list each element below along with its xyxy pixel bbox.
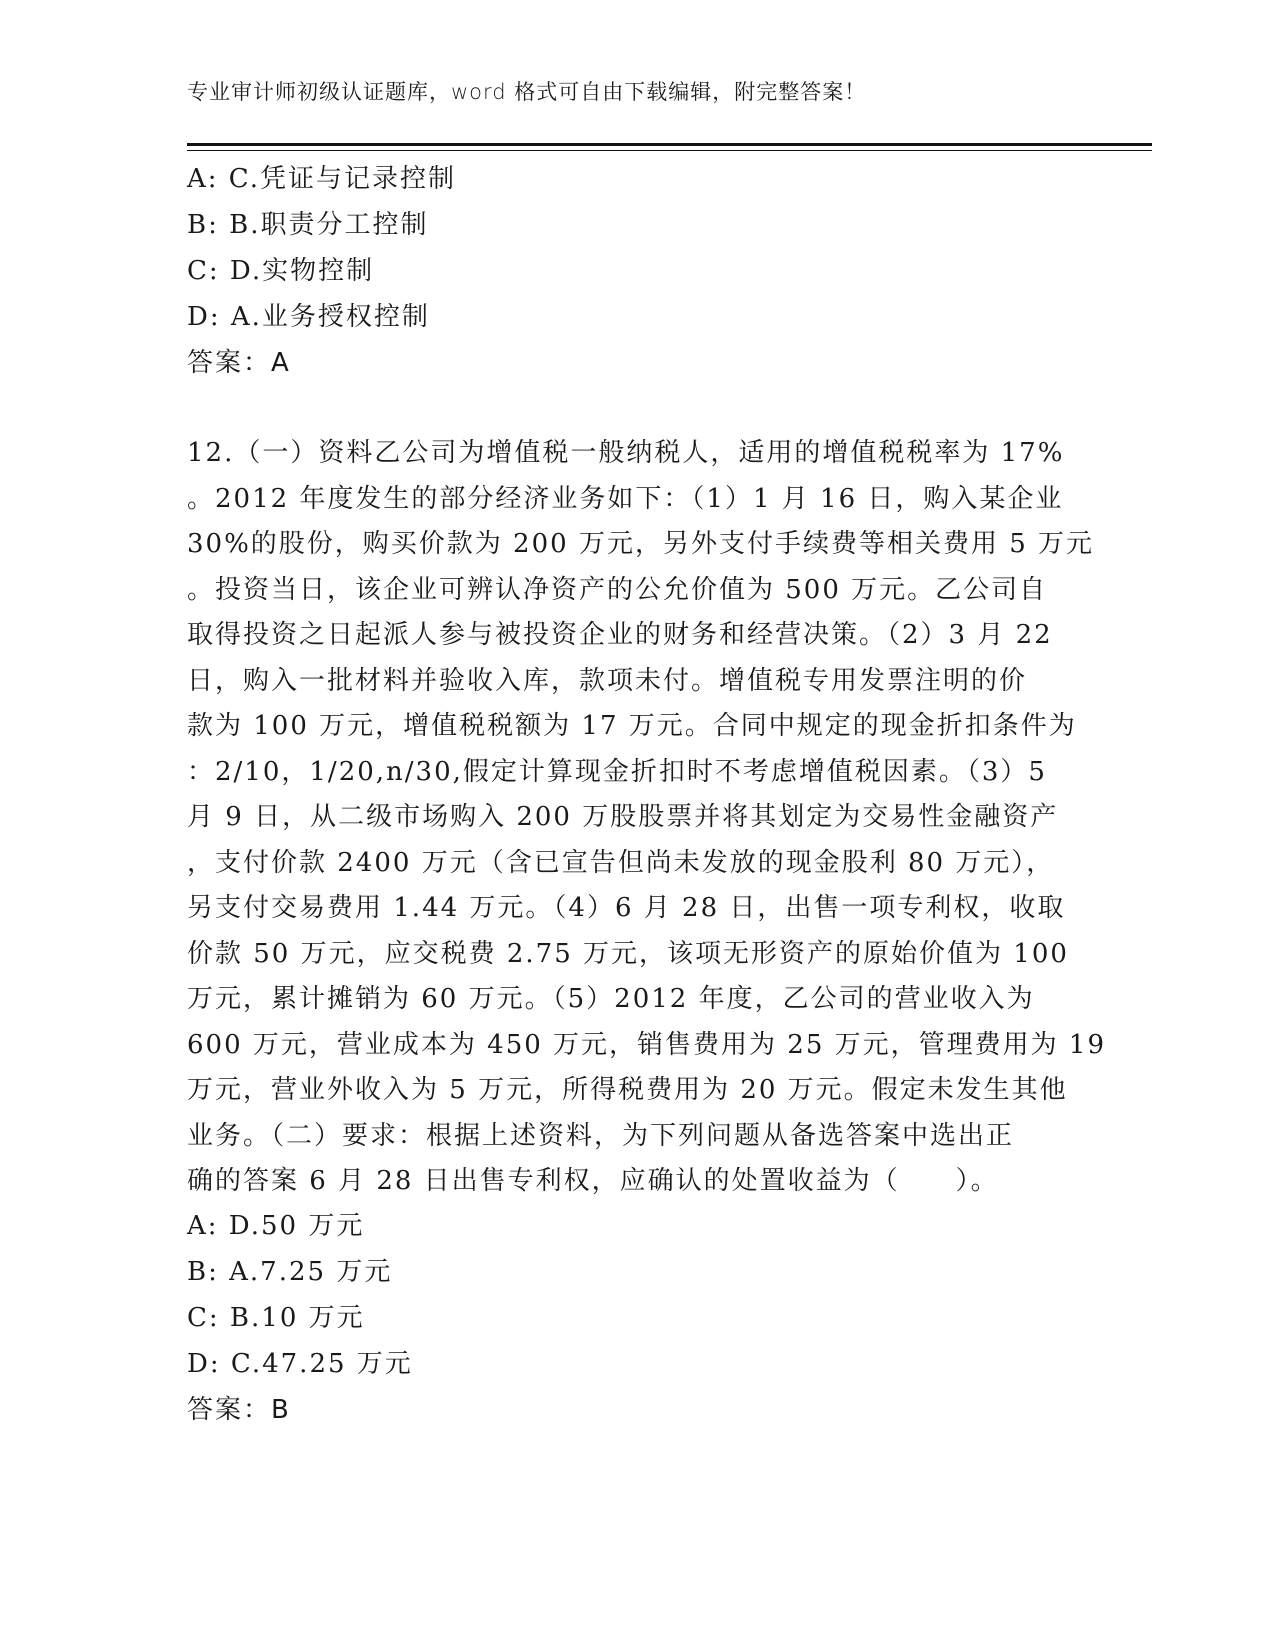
- question-line: 万元，营业外收入为 5 万元，所得税费用为 20 万元。假定未发生其他: [187, 1075, 1068, 1105]
- option-c: C: B.10 万元: [187, 1303, 365, 1333]
- question-line: 日，购入一批材料并验收入库，款项未付。增值税专用发票注明的价: [187, 665, 1028, 696]
- option-c: C: D.实物控制: [187, 256, 375, 286]
- option-d: D: A.业务授权控制: [187, 302, 430, 332]
- question-line: 万元，累计摊销为 60 万元。（5）2012 年度，乙公司的营业收入为: [187, 984, 1035, 1014]
- header-rule-thick: [187, 143, 1152, 146]
- question-line: 30%的股份，购买价款为 200 万元，另外支付手续费等相关费用 5 万元: [187, 529, 1095, 559]
- option-b: B: B.职责分工控制: [187, 210, 429, 240]
- header-rule-thin: [187, 150, 1152, 151]
- option-b: B: A.7.25 万元: [187, 1257, 393, 1287]
- question-12-options: [187, 1203, 1087, 1433]
- question-line: 价款 50 万元，应交税费 2.75 万元，该项无形资产的原始价值为 100: [187, 938, 1069, 969]
- page-header: 专业审计师初级认证题库，word 格式可自由下载编辑，附完整答案！: [187, 80, 867, 104]
- question-line: 。2012 年度发生的部分经济业务如下：（1）1 月 16 日，购入某企业: [187, 483, 1064, 514]
- previous-question-options: [187, 156, 1087, 386]
- option-d: D: C.47.25 万元: [187, 1349, 413, 1379]
- question-line: 款为 100 万元，增值税税额为 17 万元。合同中规定的现金折扣条件为: [187, 711, 1077, 741]
- question-line: 12.（一）资料乙公司为增值税一般纳税人，适用的增值税税率为 17%: [187, 438, 1065, 468]
- question-line: 另支付交易费用 1.44 万元。（4）6 月 28 日，出售一项专利权，收取: [187, 893, 1066, 923]
- question-line: 600 万元，营业成本为 450 万元，销售费用为 25 万元，管理费用为 19: [187, 1029, 1107, 1060]
- question-line: 月 9 日，从二级市场购入 200 万股股票并将其划定为交易性金融资产: [187, 802, 1059, 832]
- question-line: ，支付价款 2400 万元（含已宣告但尚未发放的现金股利 80 万元），: [187, 847, 1055, 878]
- answer-line: 答案：A: [187, 348, 291, 378]
- question-line: ：2/10，1/20,n/30,假定计算现金折扣时不考虑增值税因素。（3）5: [187, 756, 1047, 787]
- question-line: 取得投资之日起派人参与被投资企业的财务和经营决策。（2）3 月 22: [187, 620, 1053, 650]
- option-a: A: D.50 万元: [187, 1211, 365, 1241]
- question-12-text: [187, 431, 1107, 1205]
- answer-line: 答案：B: [187, 1395, 291, 1425]
- question-line: 确的答案 6 月 28 日出售专利权，应确认的处置收益为（ ）。: [187, 1166, 999, 1196]
- question-line: 。投资当日，该企业可辨认净资产的公允价值为 500 万元。乙公司自: [187, 574, 1048, 605]
- option-a: A: C.凭证与记录控制: [187, 164, 457, 194]
- question-line: 业务。（二）要求：根据上述资料，为下列问题从备选答案中选出正: [187, 1120, 1015, 1151]
